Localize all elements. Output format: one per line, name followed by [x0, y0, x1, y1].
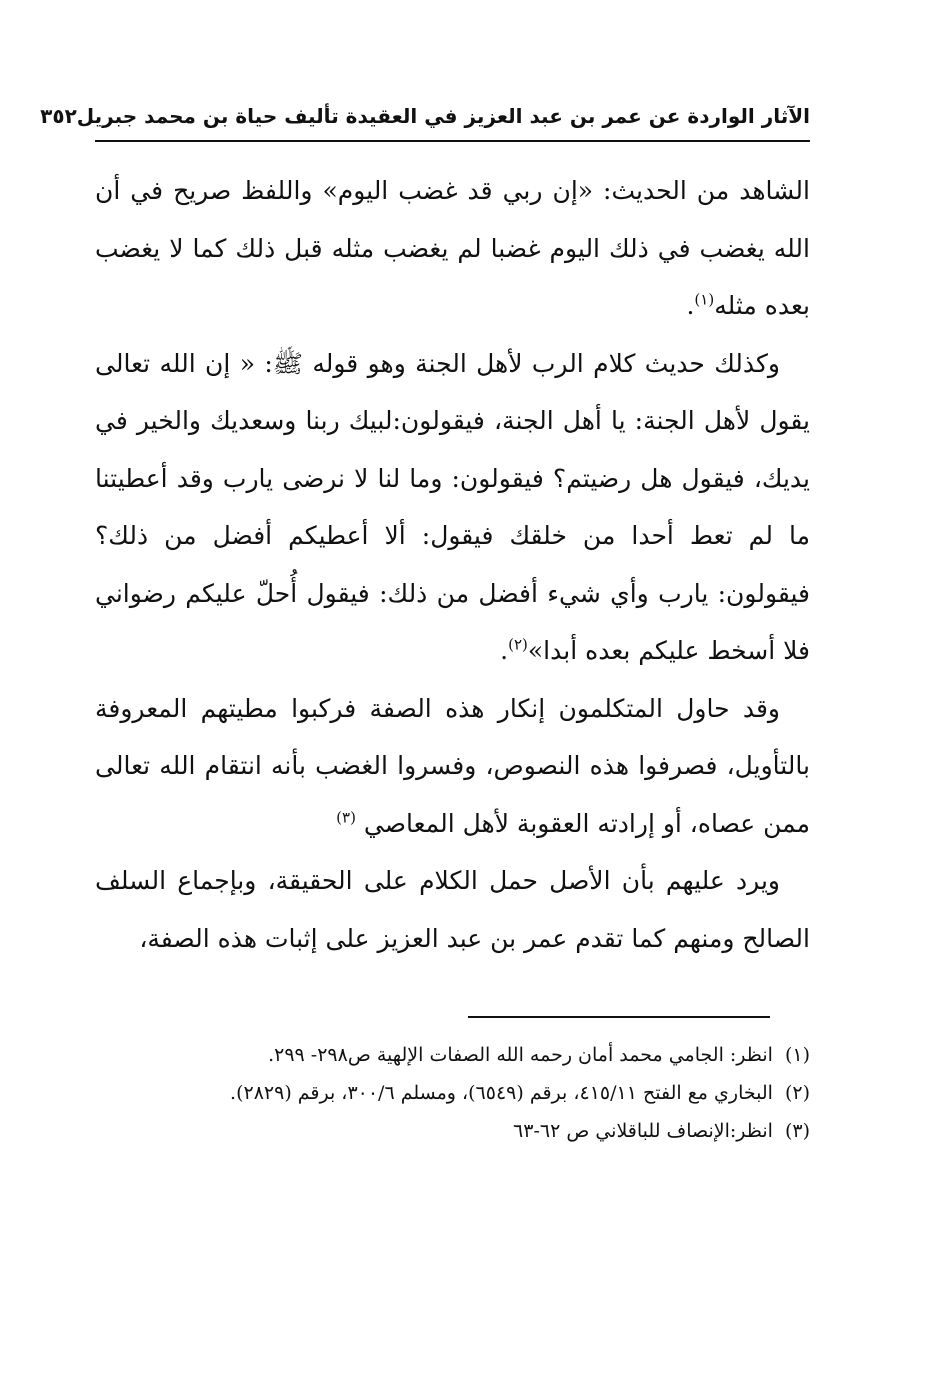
footnote-text: البخاري مع الفتح ٤١٥/١١، برقم (٦٥٤٩)، ومسلم ٣٠٠/٦، برقم (٢٨٢٩).	[230, 1082, 773, 1104]
paragraph-text: وكذلك حديث كلام الرب لأهل الجنة وهو قوله ﷺ: « إن الله تعالى يقول لأهل الجنة: يا أهل الجنة، فيقولون:لبيك ربنا وسعديك والخير في يديك، فيقول هل رضيتم؟ فيقولون: وما لنا لا نرضى يارب وقد أعطيتنا ما لم تعط أحدا من خلقك فيقول: ألا أعطيكم أفضل من ذلك؟ فيقولون: يارب وأي شيء أفضل من ذلك: فيقول أُحلّ عليكم رضواني فلا أسخط عليكم بعده أبدا»	[95, 348, 810, 665]
footnote-number: (٣)	[784, 1120, 810, 1142]
paragraph-end: .	[686, 291, 695, 320]
running-header-title: الآثار الواردة عن عمر بن عبد العزيز في العقيدة تأليف حياة بن محمد جبريل	[76, 104, 810, 128]
paragraph-text: وقد حاول المتكلمون إنكار هذه الصفة فركبوا مطيتهم المعروفة بالتأويل، فصرفوا هذه النصوص، وفسروا الغضب بأنه انتقام الله تعالى ممن عصاه، أو إرادته العقوبة لأهل المعاصي	[95, 693, 810, 838]
paragraph-text: ويرد عليهم بأن الأصل حمل الكلام على الحقيقة، وبإجماع السلف الصالح ومنهم كما تقدم عمر بن عبد العزيز على إثبات هذه الصفة،	[95, 866, 810, 953]
footnote	[95, 1074, 810, 1112]
footnote	[95, 1036, 810, 1074]
footnote-number: (٢)	[784, 1082, 810, 1104]
paragraph	[95, 162, 810, 335]
footnote	[95, 1112, 810, 1150]
header-divider	[95, 140, 810, 142]
main-text	[95, 162, 810, 967]
paragraph-text: الشاهد من الحديث: «إن ربي قد غضب اليوم» واللفظ صريح في أن الله يغضب في ذلك اليوم غضبا لم يغضب مثله قبل ذلك كما لا يغضب بعده مثله	[95, 176, 810, 320]
footnote-ref: (١)	[694, 290, 715, 309]
footnote-ref: (٣)	[336, 808, 356, 827]
paragraph	[95, 335, 810, 680]
paragraph-end: .	[500, 636, 509, 665]
paragraph	[95, 680, 810, 853]
paragraph	[95, 852, 810, 967]
running-header	[40, 98, 810, 134]
footnote-text: انظر: الجامي محمد أمان رحمه الله الصفات الإلهية ص٢٩٨- ٢٩٩.	[268, 1044, 773, 1066]
footnote-ref: (٢)	[508, 635, 528, 654]
footnotes	[95, 1036, 810, 1150]
footnote-divider	[468, 1016, 770, 1018]
footnote-text: انظر:الإنصاف للباقلاني ص ٦٢-٦٣	[513, 1120, 773, 1142]
page-number: ٣٥٢	[40, 104, 77, 128]
footnote-number: (١)	[784, 1044, 810, 1066]
